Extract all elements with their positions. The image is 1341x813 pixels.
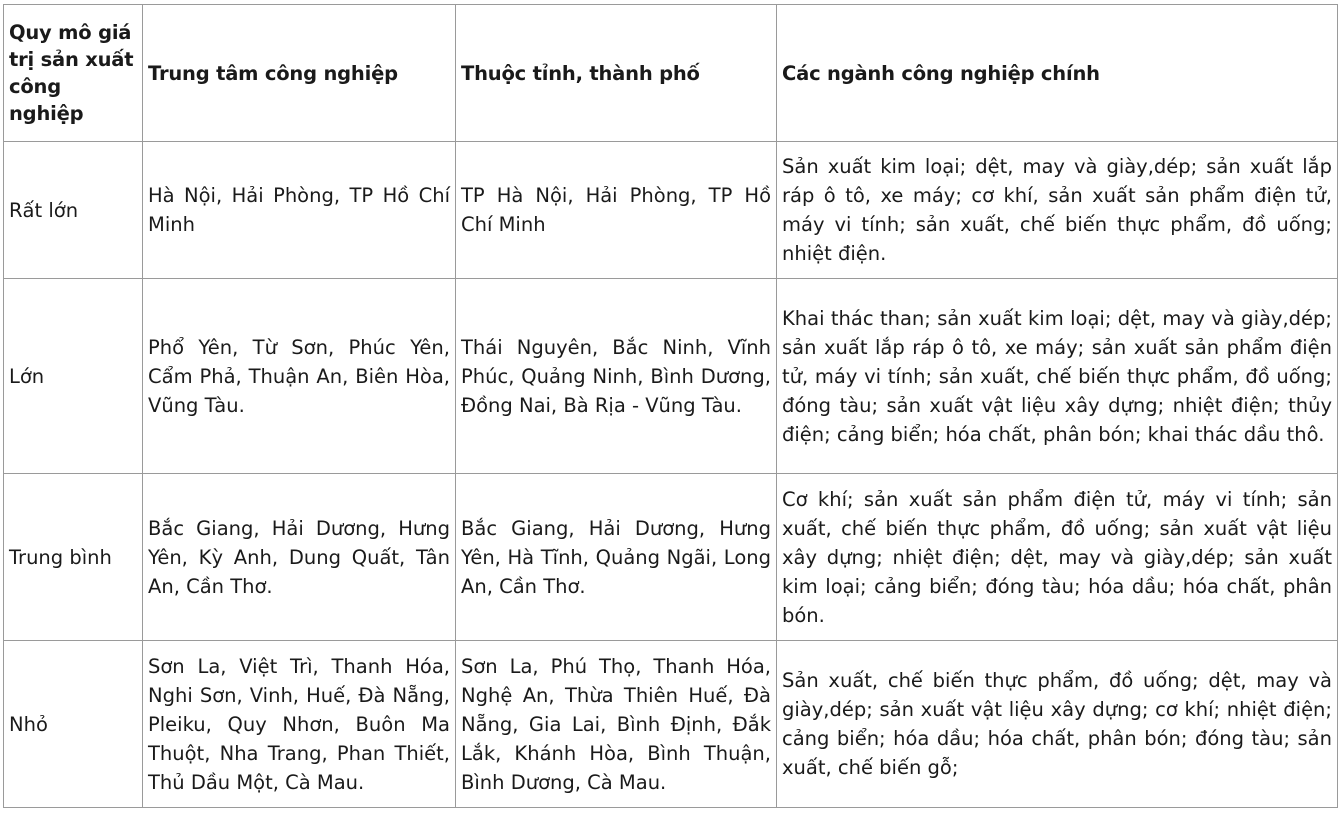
header-centers: Trung tâm công nghiệp [143,5,456,142]
cell-scale: Nhỏ [4,641,143,808]
table-row [4,279,1338,474]
header-provinces: Thuộc tỉnh, thành phố [456,5,777,142]
cell-provinces: TP Hà Nội, Hải Phòng, TP Hồ Chí Minh [456,142,777,279]
cell-industries: Sản xuất kim loại; dệt, may và giày,dép; sản xuất lắp ráp ô tô, xe máy; cơ khí, sản xuất sản phẩm điện tử, máy vi tính; sản xuất, chế biến thực phẩm, đồ uống; nhiệt điện. [777,142,1338,279]
cell-scale: Trung bình [4,474,143,641]
cell-scale: Lớn [4,279,143,474]
header-scale: Quy mô giá trị sản xuất công nghiệp [4,5,143,142]
cell-industries: Cơ khí; sản xuất sản phẩm điện tử, máy vi tính; sản xuất, chế biến thực phẩm, đồ uống; sản xuất vật liệu xây dựng; nhiệt điện; dệt, may và giày,dép; sản xuất kim loại; cảng biển; đóng tàu; hóa dầu; hóa chất, phân bón. [777,474,1338,641]
table-row [4,641,1338,808]
cell-provinces: Thái Nguyên, Bắc Ninh, Vĩnh Phúc, Quảng Ninh, Bình Dương, Đồng Nai, Bà Rịa - Vũng Tàu. [456,279,777,474]
industrial-centers-table [3,4,1338,808]
cell-scale: Rất lớn [4,142,143,279]
table-row [4,474,1338,641]
header-industries: Các ngành công nghiệp chính [777,5,1338,142]
cell-provinces: Bắc Giang, Hải Dương, Hưng Yên, Hà Tĩnh, Quảng Ngãi, Long An, Cần Thơ. [456,474,777,641]
table-header-row [4,5,1338,142]
cell-centers: Sơn La, Việt Trì, Thanh Hóa, Nghi Sơn, Vinh, Huế, Đà Nẵng, Pleiku, Quy Nhơn, Buôn Ma Thuột, Nha Trang, Phan Thiết, Thủ Dầu Một, Cà Mau. [143,641,456,808]
table-row [4,142,1338,279]
cell-centers: Bắc Giang, Hải Dương, Hưng Yên, Kỳ Anh, Dung Quất, Tân An, Cần Thơ. [143,474,456,641]
cell-centers: Hà Nội, Hải Phòng, TP Hồ Chí Minh [143,142,456,279]
cell-industries: Khai thác than; sản xuất kim loại; dệt, may và giày,dép; sản xuất lắp ráp ô tô, xe máy; sản xuất sản phẩm điện tử, máy vi tính; sản xuất, chế biến thực phẩm, đồ uống; đóng tàu; sản xuất vật liệu xây dựng; nhiệt điện; thủy điện; cảng biển; hóa chất, phân bón; khai thác dầu thô. [777,279,1338,474]
cell-centers: Phổ Yên, Từ Sơn, Phúc Yên, Cẩm Phả, Thuận An, Biên Hòa, Vũng Tàu. [143,279,456,474]
cell-industries: Sản xuất, chế biến thực phẩm, đồ uống; dệt, may và giày,dép; sản xuất vật liệu xây dựng; cơ khí; nhiệt điện; cảng biển; hóa dầu; hóa chất, phân bón; đóng tàu; sản xuất, chế biến gỗ; [777,641,1338,808]
cell-provinces: Sơn La, Phú Thọ, Thanh Hóa, Nghệ An, Thừa Thiên Huế, Đà Nẵng, Gia Lai, Bình Định, Đắk Lắk, Khánh Hòa, Bình Thuận, Bình Dương, Cà Mau. [456,641,777,808]
